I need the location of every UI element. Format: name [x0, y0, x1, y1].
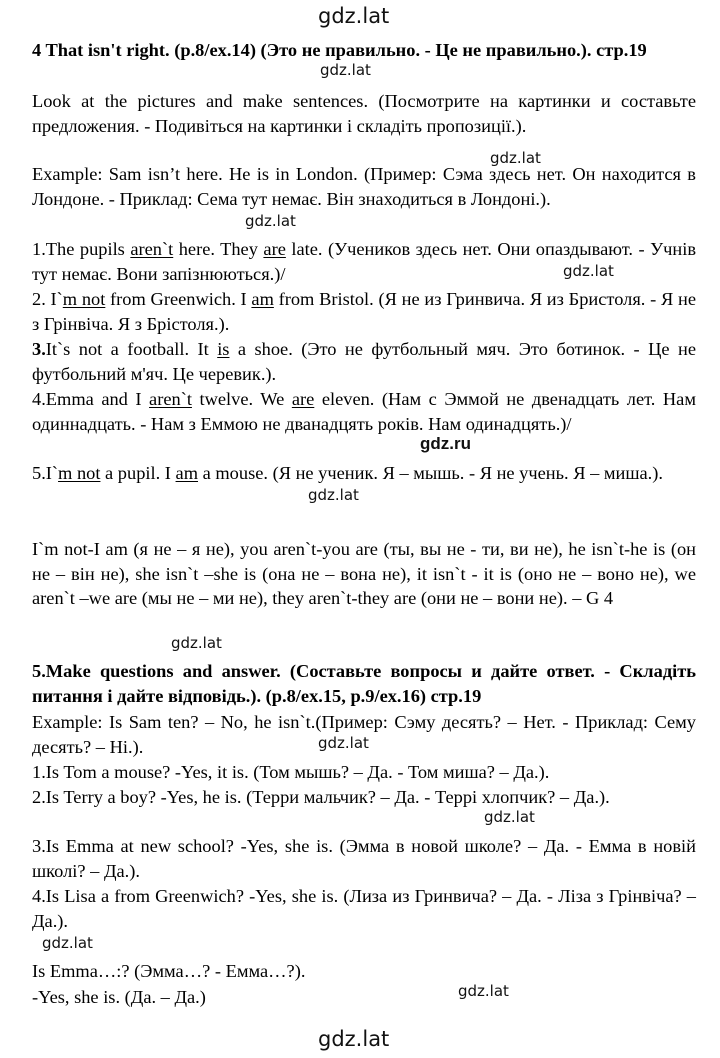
underlined-word: aren`t: [149, 389, 192, 409]
watermark: gdz.lat: [42, 934, 93, 952]
watermark-top: gdz.lat: [318, 4, 390, 28]
watermark: gdz.lat: [318, 734, 369, 752]
sentence-text: eleven. (Нам с Эммой не двенадцать лет. Нам одиннадцать. - Нам з Еммою не дванадцять років. Нам одинадцять.)/: [32, 389, 696, 434]
exercise-5-sentence-4: 4.Is Lisa a from Greenwich? -Yes, she is. (Лиза из Гринвича? – Да. - Ліза з Грінвіча? – Да.).: [32, 886, 696, 931]
watermark: gdz.lat: [484, 808, 535, 826]
exercise-4-sentence-4: [32, 387, 696, 436]
sentence-number: 3.: [32, 339, 46, 359]
exercise-5-sentence-3: 3.Is Emma at new school? -Yes, she is. (Эмма в новой школе? – Да. - Емма в новій школі? – Да.).: [32, 836, 696, 881]
underlined-word: are: [291, 389, 315, 409]
exercise-4-sentence-2: [32, 287, 696, 336]
exercise-5-answer: -Yes, she is. (Да. – Да.): [32, 987, 206, 1007]
underlined-word: m not: [62, 289, 106, 309]
exercise-5-sentence-1: 1.Is Tom a mouse? -Yes, it is. (Том мышь? – Да. - Том миша? – Да.).: [32, 762, 550, 782]
watermark: gdz.lat: [171, 634, 222, 652]
sentence-text: a mouse. (Я не ученик. Я – мышь. - Я не учень. Я – миша.).: [198, 463, 663, 483]
sentence-text: 2. I`: [32, 289, 63, 309]
underlined-word: am: [175, 463, 199, 483]
sentence-text: from Bristol. (Я не из Гринвича. Я из Бристоля. - Я не з Грінвіча. Я з Брістоля.).: [32, 289, 696, 334]
sentence-text: late. (Учеников здесь нет. Они опаздывают. - Учнів тут немає. Вони запізнюються.)/: [32, 239, 696, 284]
sentence-text: from Greenwich. I: [105, 289, 252, 309]
watermark: gdz.lat: [308, 486, 359, 504]
exercise-4-title: 4 That isn't right. (p.8/ex.14) (Это не правильно. - Це не правильно.). стр.19: [32, 40, 647, 60]
watermark: gdz.lat: [563, 262, 614, 280]
underlined-word: are: [263, 239, 286, 259]
sentence-text: 5.I`: [32, 463, 59, 483]
underlined-word: m not: [58, 463, 101, 483]
sentence-text: here. They: [173, 239, 264, 259]
sentence-text: 4.Emma and I: [32, 389, 150, 409]
exercise-5-example: Example: Is Sam ten? – No, he isn`t.(Пример: Сэму десять? – Нет. - Приклад: Сему десять? – Ні.).: [32, 712, 696, 757]
exercise-4-sentence-5: [32, 461, 696, 486]
watermark: gdz.lat: [490, 149, 541, 167]
sentence-text: It`s not a football. It: [45, 339, 218, 359]
sentence-text: 1.The pupils: [32, 239, 131, 259]
sentence-text: twelve. We: [191, 389, 292, 409]
exercise-4-instruction: Look at the pictures and make sentences. (Посмотрите на картинки и составьте предложения. - Подивіться на картинки і складіть пропозиції.).: [32, 91, 696, 136]
underlined-word: aren`t: [130, 239, 174, 259]
grammar-note: I`m not-I am (я не – я не), you aren`t-you are (ты, вы не - ти, ви не), he isn`t-he is (он не – він не), she isn`t –she is (она не – вона не), it isn`t - it is (оно не – воно не), we aren`t –we are (мы не – ми не), they aren`t-they are (они не – вони не). – G 4: [32, 539, 696, 608]
watermark-ru: gdz.ru: [420, 434, 471, 453]
underlined-word: am: [251, 289, 274, 309]
exercise-4-example: Example: Sam isn’t here. He is in London. (Пример: Сэма здесь нет. Он находится в Лондоне. - Приклад: Сема тут немає. Він знаходиться в Лондоні.).: [32, 164, 696, 209]
watermark: gdz.lat: [458, 982, 509, 1000]
exercise-5-title: 5.Make questions and answer. (Составьте вопросы и дайте ответ. - Складіть питання і дайте відповідь.). (p.8/ex.15, p.9/ex.16) стр.19: [32, 661, 696, 706]
sentence-text: a pupil. I: [100, 463, 176, 483]
watermark: gdz.lat: [245, 212, 296, 230]
exercise-5-sentence-2: 2.Is Terry a boy? -Yes, he is. (Терри мальчик? – Да. - Террі хлопчик? – Да.).: [32, 787, 610, 807]
watermark: gdz.lat: [320, 61, 371, 79]
underlined-word: is: [217, 339, 230, 359]
sentence-text: a shoe. (Это не футбольный мяч. Это ботинок. - Це не футбольний м'яч. Це черевик.).: [32, 339, 696, 384]
exercise-5-question: Is Emma…:? (Эмма…? - Емма…?).: [32, 961, 306, 981]
watermark-bottom: gdz.lat: [318, 1027, 390, 1051]
exercise-4-sentence-3: [32, 337, 696, 386]
